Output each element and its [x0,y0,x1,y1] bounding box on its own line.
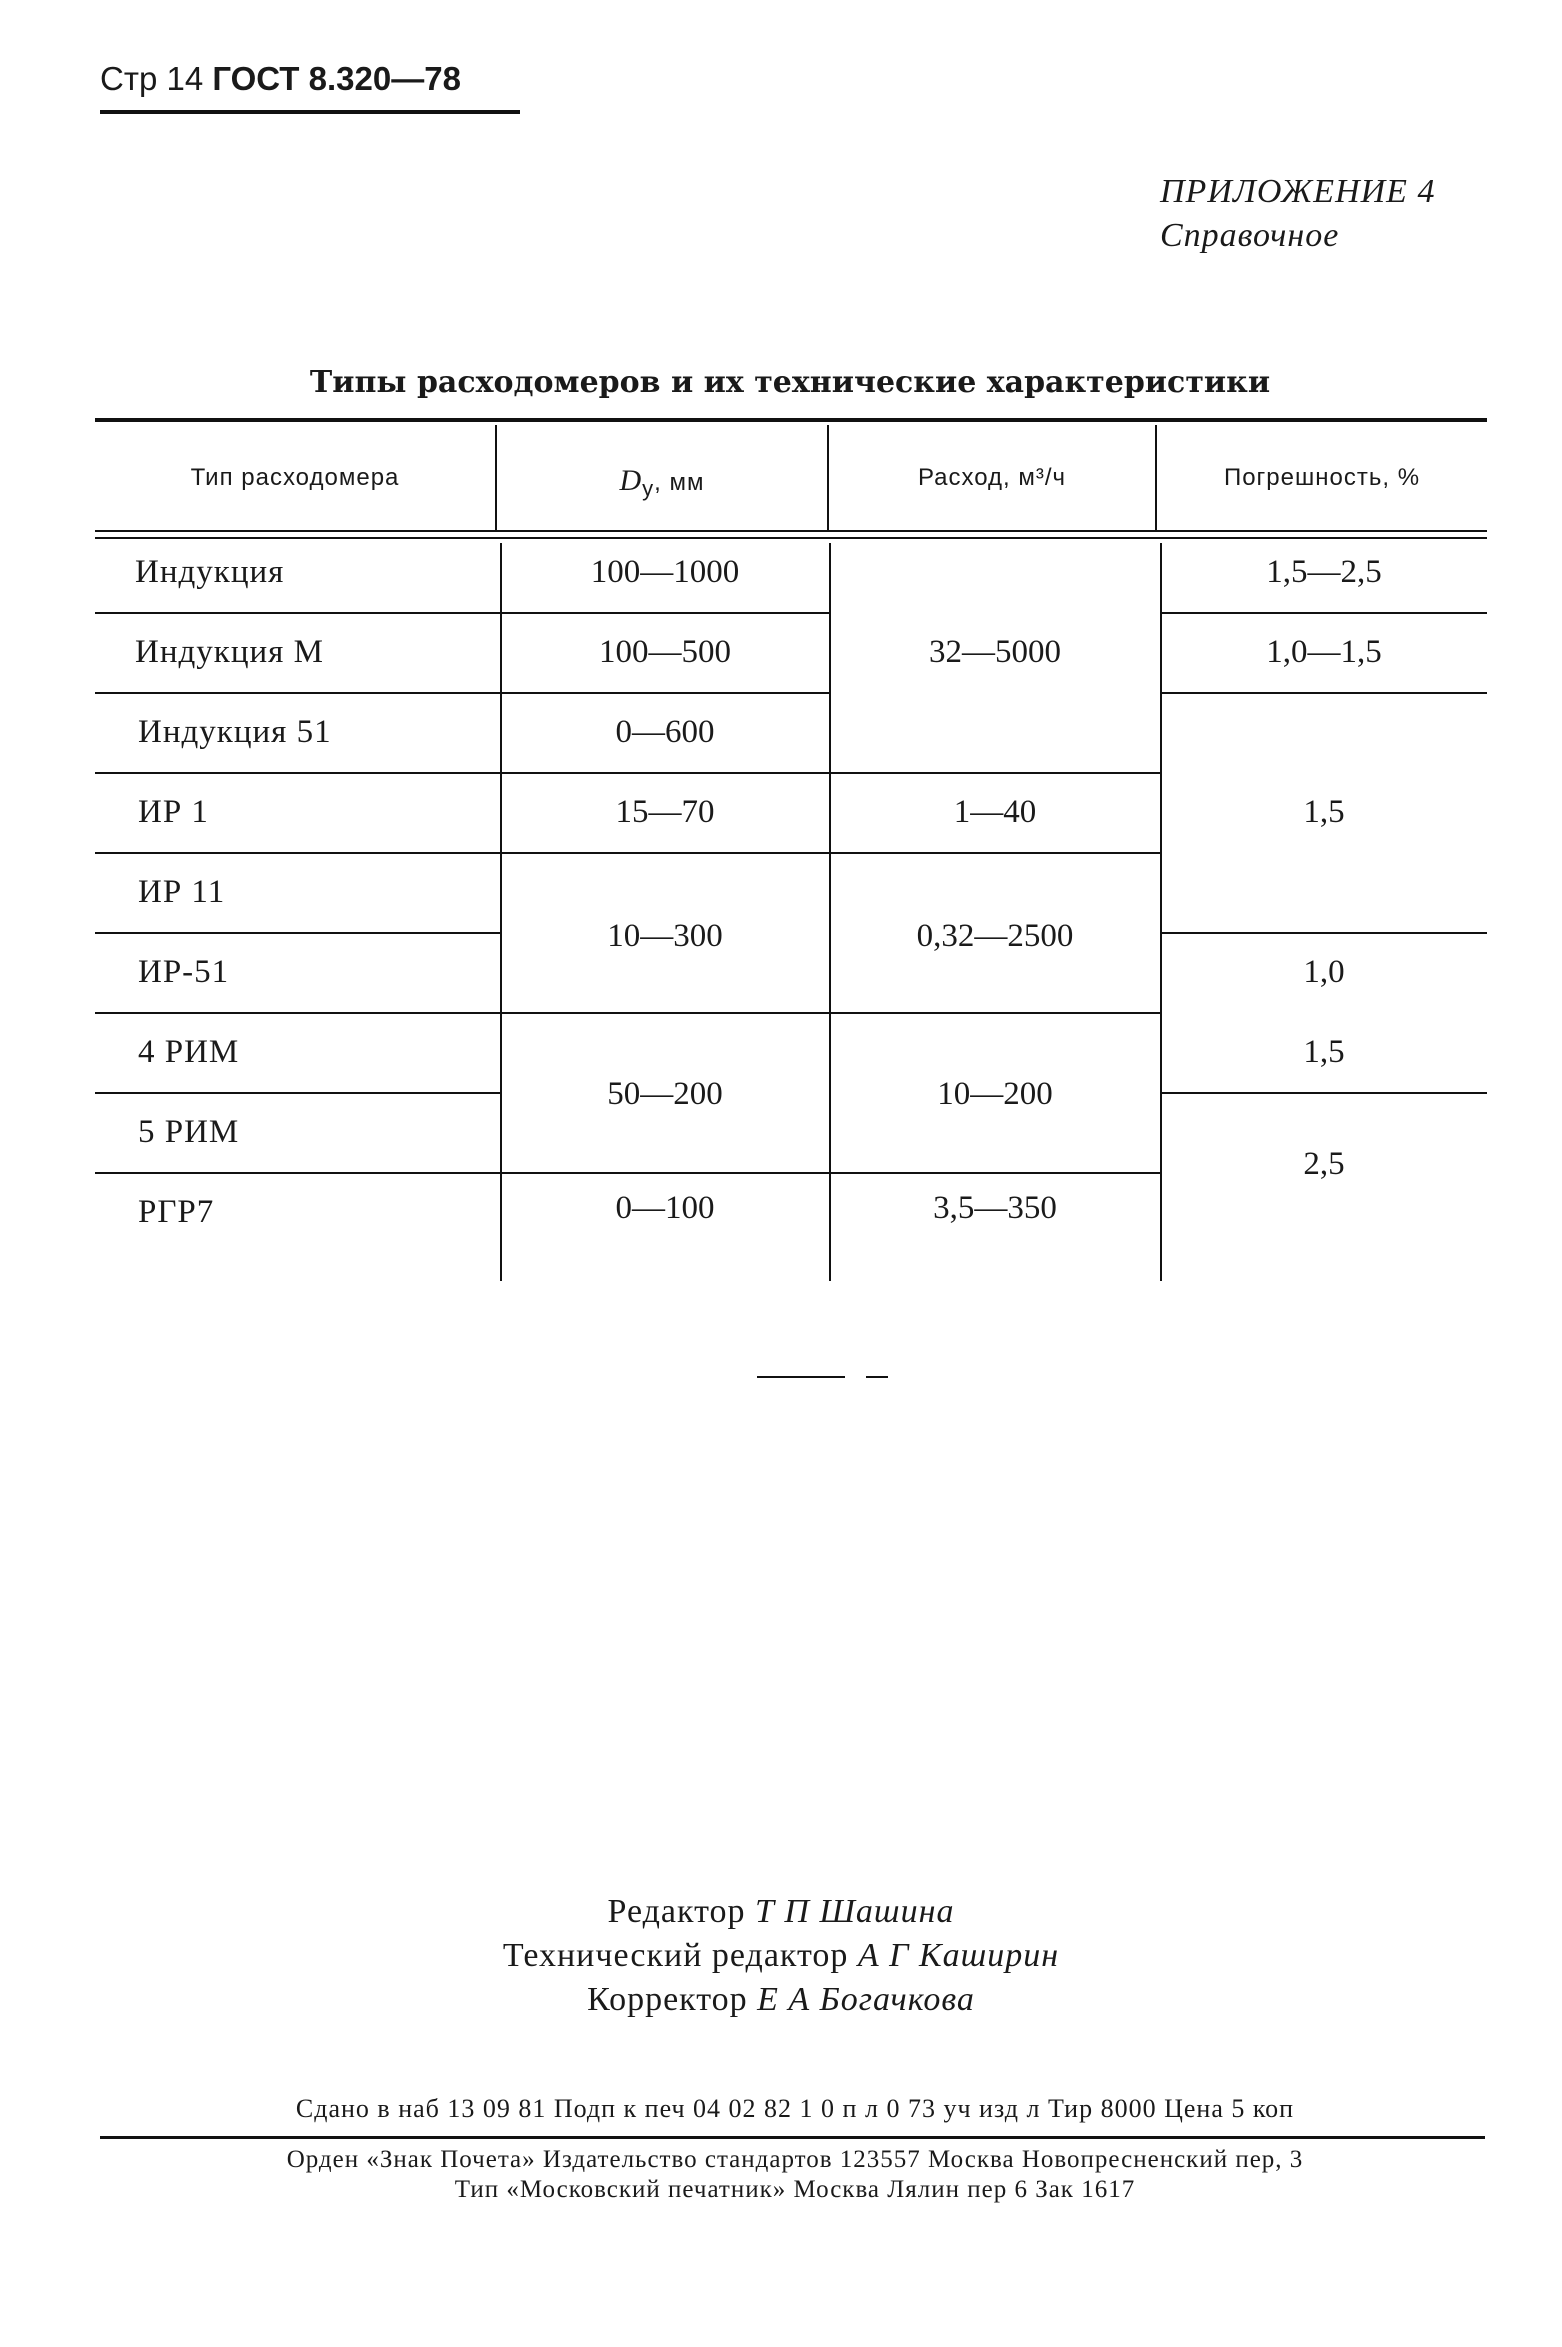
appendix-label [1160,170,1435,258]
col-header-flow: Расход, м³/ч [917,464,1067,491]
row-rule [95,932,500,934]
flow-value: 10—200 [937,1076,1053,1112]
error-value: 1,5—2,5 [1266,554,1382,590]
page-header [100,60,520,114]
col-header-error: Погрешность, % [1223,464,1421,491]
imprint-line-2: Орден «Знак Почета» Издательство стандартов 123557 Москва Новопресненский пер, 3 [286,2146,1304,2173]
imprint-rule [100,2136,1485,2139]
standard-number: ГОСТ 8.320—78 [212,60,461,97]
row-rule [95,1012,830,1014]
error-value: 1,0—1,5 [1266,634,1382,670]
dy-symbol: D [619,464,643,497]
col-header-dy [497,464,827,502]
flow-value: 32—5000 [929,634,1061,670]
editor-line [0,1890,1562,1934]
appendix-title: ПРИЛОЖЕНИЕ 4 [1160,173,1436,210]
dy-unit: , мм [654,469,705,496]
error-rule [1161,692,1487,694]
page-number: Стр 14 [100,60,204,97]
error-rule [1161,1092,1487,1094]
error-value: 1,0 [1303,954,1345,990]
editor-role: Редактор [607,1893,746,1930]
corrector-name: Е А Богачкова [757,1981,975,2018]
table-top-rule [95,418,1487,422]
tech-editor-name: А Г Каширин [857,1937,1060,1974]
end-mark-short [866,1376,888,1378]
dy-subscript: у [642,475,655,501]
row-rule [95,1092,500,1094]
error-value: 2,5 [1303,1146,1345,1182]
row-rule [95,612,830,614]
dy-value: 10—300 [607,918,723,954]
row-name: 5 РИМ [138,1114,240,1150]
editor-name: Т П Шашина [755,1893,955,1930]
corrector-role: Корректор [587,1981,748,2018]
flow-value: 1—40 [953,794,1037,830]
flow-rule [830,1172,1160,1174]
row-name: ИР 1 [138,794,209,830]
dy-value: 15—70 [615,794,715,830]
dy-value: 100—1000 [590,554,740,590]
row-name: РГР7 [138,1194,215,1230]
row-name: Индукция 51 [138,714,332,750]
error-rule [1161,932,1487,934]
dy-value: 0—600 [615,714,715,750]
header-rule-2 [95,537,1487,539]
table-title: Типы расходомеров и их технические характеристики [309,365,1271,400]
imprint-line-3: Тип «Московский печатник» Москва Лялин пер 6 Зак 1617 [454,2176,1136,2203]
flow-rule [830,852,1160,854]
error-value: 1,5 [1303,1034,1345,1070]
row-name: Индукция М [135,634,324,670]
row-name: ИР-51 [138,954,230,990]
row-name: Индукция [135,554,285,590]
row-rule [95,772,830,774]
col-header-type: Тип расходомера [190,464,400,491]
flow-rule [830,1012,1160,1014]
error-value: 1,5 [1303,794,1345,830]
flow-value: 0,32—2500 [916,918,1074,954]
flow-value: 3,5—350 [933,1190,1057,1226]
tech-editor-role: Технический редактор [502,1937,849,1974]
credits [0,1890,1562,2022]
corrector-line [0,1978,1562,2022]
error-rule [1161,612,1487,614]
tech-editor-line [0,1934,1562,1978]
end-mark-long [757,1376,845,1378]
appendix-subtitle: Справочное [1160,217,1340,254]
flow-rule [830,772,1160,774]
row-name: 4 РИМ [138,1034,240,1070]
imprint-line-1: Сдано в наб 13 09 81 Подп к печ 04 02 82 1 0 п л 0 73 уч изд л Тир 8000 Цена 5 коп [295,2094,1295,2123]
row-rule [95,1172,830,1174]
row-rule [95,852,830,854]
dy-value: 0—100 [615,1190,715,1226]
row-name: ИР 11 [138,874,226,910]
header-rule-1 [95,530,1487,532]
row-rule [95,692,830,694]
dy-value: 50—200 [607,1076,723,1112]
dy-value: 100—500 [599,634,731,670]
